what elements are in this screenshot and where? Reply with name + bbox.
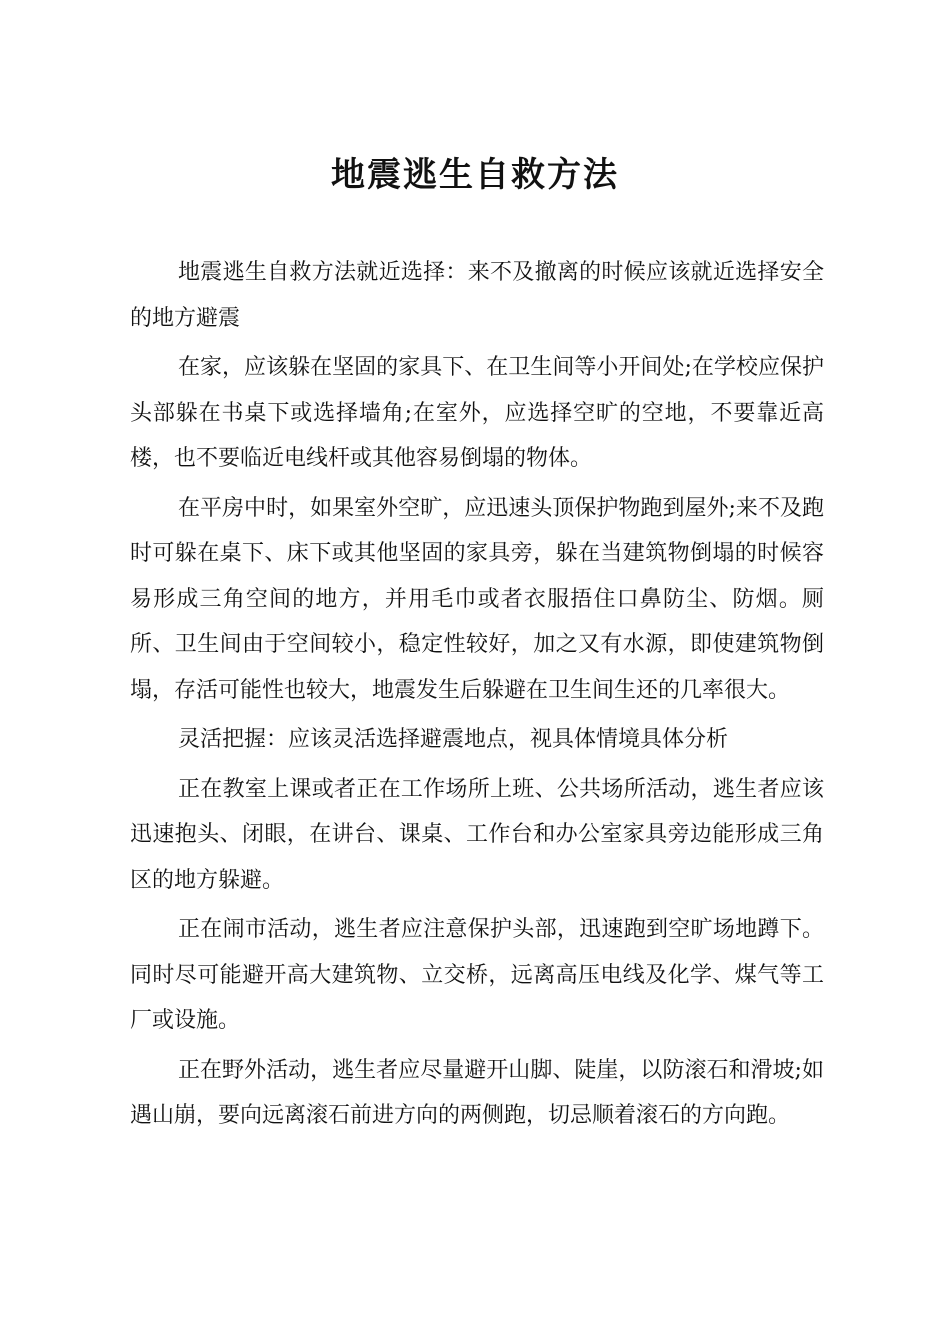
paragraph-home-school-outdoor: 在家，应该躲在坚固的家具下、在卫生间等小开间处;在学校应保护头部躲在书桌下或选择墙角;在室外，应选择空旷的空地，不要靠近高楼，也不要临近电线杆或其他容易倒塌的物体。 xyxy=(130,355,824,471)
paragraph-outdoors-wild: 正在野外活动，逃生者应尽量避开山脚、陡崖，以防滚石和滑坡;如遇山崩，要向远离滚石前进方向的两侧跑，切忌顺着滚石的方向跑。 xyxy=(130,1057,824,1128)
paragraph-flexible-choice: 灵活把握：应该灵活选择避震地点，视具体情境具体分析 xyxy=(178,727,729,752)
document-body xyxy=(130,250,824,1143)
paragraph-single-storey-house: 在平房中时，如果室外空旷，应迅速头顶保护物跑到屋外;来不及跑时可躲在桌下、床下或其他坚固的家具旁，躲在当建筑物倒塌的时候容易形成三角空间的地方，并用毛巾或者衣服捂住口鼻防尘、防烟。厕所、卫生间由于空间较小，稳定性较好，加之又有水源，即使建筑物倒塌，存活可能性也较大，地震发生后躲避在卫生间生还的几率很大。 xyxy=(130,495,824,703)
paragraph-busy-street: 正在闹市活动，逃生者应注意保护头部，迅速跑到空旷场地蹲下。同时尽可能避开高大建筑物、立交桥，远离高压电线及化学、煤气等工厂或设施。 xyxy=(130,917,824,1033)
paragraph-classroom-workplace: 正在教室上课或者正在工作场所上班、公共场所活动，逃生者应该迅速抱头、闭眼，在讲台、课桌、工作台和办公室家具旁边能形成三角区的地方躲避。 xyxy=(130,776,824,893)
page-title: 地震逃生自救方法 xyxy=(331,154,619,195)
paragraph-nearby-choice: 地震逃生自救方法就近选择：来不及撤离的时候应该就近选择安全的地方避震 xyxy=(130,260,824,331)
